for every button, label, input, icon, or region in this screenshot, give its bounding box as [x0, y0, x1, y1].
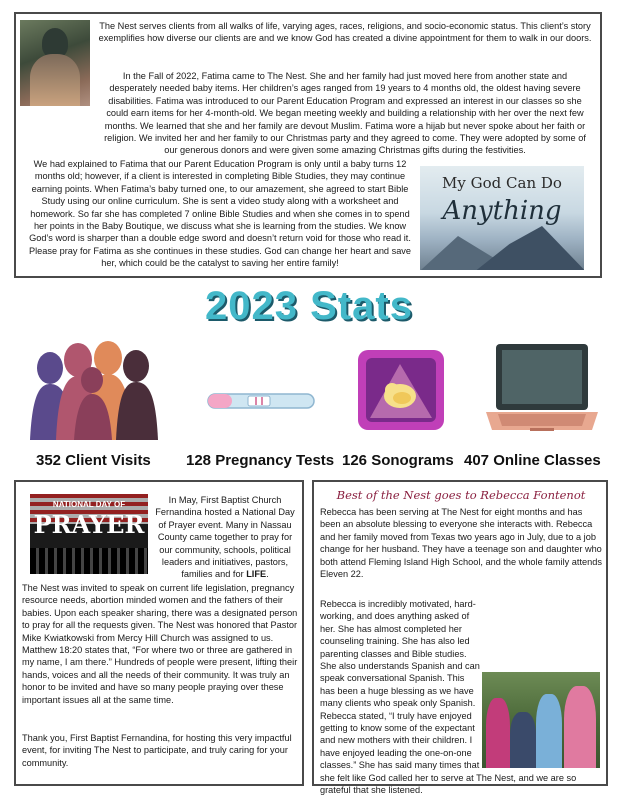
best-paragraph-2: Rebecca is incredibly motivated, hard-working, and does anything asked of her. She has almost completed her counseling training. She has also led parenting classes and Bible studies. She also understands Spanish and can speak conversational Spanish. This has been a huge blessing as we have many clients who speak only Spanish. Rebecca stated, “I truly have enjoyed getting to know some of the expectant and new mothers with their children. I have enjoyed leading the one-on-one classes.” She has said many times that she felt like God called her to serve at The Nest, and we are so grateful that she listened. [320, 599, 577, 796]
stats-title: 2023 Stats [205, 284, 413, 328]
pregnancy-test-icon [206, 384, 316, 418]
my-god-can-do-anything-banner [420, 166, 584, 270]
story-paragraph-3: We had explained to Fatima that our Parent Education Program is only until a baby turns 12 months old; however, if a client is interested in completing Bible Studies, they may continue earning points. When Fatima’s baby turned one, to our amazement, she agreed to start Bible Study using our online curriculum. She is sent a video study along with a worksheet and homework. So far she has completed 7 online Bible Studies and when she comes in to spend her points in the Baby Boutique, we discuss what she is learning from the studies. We know God’s word is sharper than a double edge sword and doesn’t return void for those who read it. Please pray for Fatima as she continues in these studies. God can change her heart and save her, which could be the catalyst to saving her entire family! [28, 159, 412, 269]
prayer-image-line-1: NATIONAL DAY OF [52, 500, 126, 509]
sonogram-icon [356, 348, 446, 432]
best-of-the-nest-title: Best of the Nest goes to Rebecca Fontenot [336, 488, 586, 502]
story-paragraph-2: In the Fall of 2022, Fatima came to The Nest. She and her family had just moved here from another state and desperately needed baby items. Her children’s ages ranged from 19 years to 4 months old, the oldest having severe disabilities. Fatima was introduced to our Parent Education Program and expressed an interest in our classes so she could earn items for her 4-month-old. We began meeting weekly and building a relationship with her over the next few months. We learned that she and her family are devout Muslim. Fatima wore a hijab but never spoke about her faith or religion. We invited her and her family to our Christmas party and they agreed to come. They were adopted by some of our generous donors and were given some amazing Christmas gifts during the festivities. [104, 71, 586, 156]
laptop-icon [482, 340, 602, 436]
prayer-paragraph-3: Thank you, First Baptist Fernandina, for hosting this very impactful event, for inviting The Nest to participate, and truly caring for your community. [22, 733, 292, 768]
banner-line-1: My God Can Do [442, 174, 562, 192]
national-day-of-prayer-image [30, 494, 148, 574]
prayer-paragraph-2: The Nest was invited to speak on current life legislation, pregnancy resource needs, abortion minded women and the fathers of their babies. Upon each speaker sharing, there was a designated person to pray for all the requests given. The Nest was honored that Pastor Mike Kwiatkowski from Mercy Hill Church was assigned to us. Matthew 18:20 states that, “For where two or three are gathered in my name, I am there.” Hundreds of people were present, lifting their hands, voices and all the needs of their community. It was truly an honor to be invited and have so many people praying over these important issues all at the same time. [22, 583, 298, 705]
stat-online-classes: 407 Online Classes [464, 452, 601, 469]
prayer-image-line-2: PRAYER [33, 510, 145, 539]
stat-client-visits: 352 Client Visits [36, 452, 151, 469]
banner-line-2: Anything [442, 196, 562, 226]
stat-pregnancy-tests: 128 Pregnancy Tests [186, 452, 335, 469]
prayer-paragraph-1: In May, First Baptist Church Fernandina hosted a National Day of Prayer event. Many in Nassau County came together to pray for our community, schools, political leaders and initiatives, pastors, families and for LIFE. [155, 495, 295, 580]
best-paragraph-1: Rebecca has been serving at The Nest for eight months and has been an absolute blessing to everyone she interacts with. Rebecca and her family moved from Texas two years ago in July, due to a job change for her husband. They have a teenage son and daughter who both attend Fleming Island High School, and the whole family attends Eleven 22. [320, 507, 602, 580]
stat-sonograms: 126 Sonograms [342, 452, 454, 469]
people-silhouettes-icon [28, 340, 166, 440]
rebecca-family-photo [482, 672, 600, 768]
story-intro: The Nest serves clients from all walks of life, varying ages, races, religions, and socio-economic status. This client’s story exemplifies how diverse our clients are and we know God has created a divine appointment for them to walk in our doors. [98, 21, 592, 44]
woman-in-hijab-photo [20, 20, 90, 106]
